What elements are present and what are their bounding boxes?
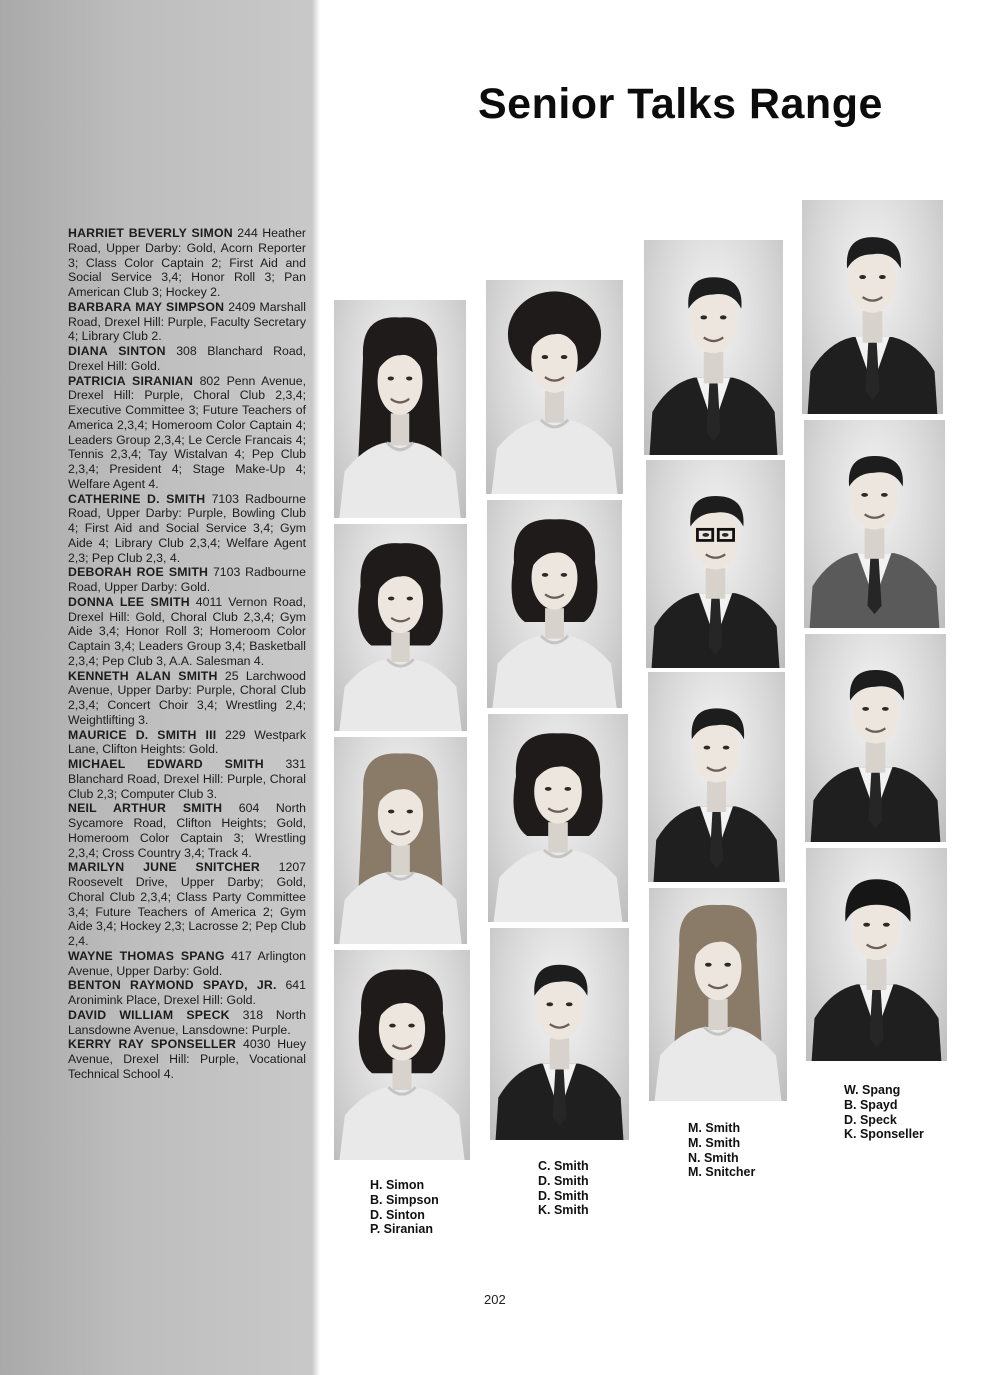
portrait-m-smith-1 bbox=[644, 240, 783, 455]
senior-activities: 4011 Vernon Road, Drexel Hill: Gold, Choral Club 2,3,4; Gym Aide 3,4; Honor Roll 3; Homeroom Color Captain 3,4; Leaders Group 3,4; Basketball 2,3,4; Pep Club 3, A.A. Salesman 4. bbox=[68, 594, 306, 668]
portrait-b-spayd bbox=[804, 420, 945, 628]
caption-name: B. Simpson bbox=[370, 1192, 439, 1207]
senior-bio bbox=[68, 757, 306, 801]
senior-name: HARRIET BEVERLY SIMON bbox=[68, 226, 233, 240]
senior-name: KERRY RAY SPONSELLER bbox=[68, 1037, 237, 1052]
senior-activities: 308 Blanchard Road, Drexel Hill: Gold. bbox=[68, 344, 306, 373]
senior-activities: 2409 Marshall Road, Drexel Hill: Purple, Faculty Secretary 4; Library Club 2. bbox=[68, 299, 307, 344]
senior-bio bbox=[68, 669, 306, 728]
portrait-p-siranian bbox=[334, 950, 470, 1160]
senior-bio bbox=[68, 300, 306, 344]
senior-bio bbox=[68, 565, 306, 595]
portrait-h-simon bbox=[334, 300, 466, 518]
portrait-n-smith bbox=[648, 672, 785, 882]
page-number: 202 bbox=[484, 1292, 506, 1307]
senior-name: BARBARA MAY SIMPSON bbox=[68, 299, 225, 314]
caption-name: D. Sinton bbox=[370, 1207, 425, 1222]
senior-activities: 4030 Huey Avenue, Drexel Hill: Purple, Vocational Technical School 4. bbox=[68, 1037, 307, 1081]
senior-activities: 25 Larchwood Avenue, Upper Darby: Purple, Choral Club 2,3,4; Concert Choir 3,4; Wrestling 2,4; Weightlifting 3. bbox=[68, 668, 306, 727]
senior-bio bbox=[68, 949, 306, 979]
senior-name: MICHAEL EDWARD SMITH bbox=[68, 757, 264, 771]
senior-bio bbox=[68, 801, 306, 860]
senior-activities: 7103 Radbourne Road, Upper Darby: Purple, Bowling Club 4; First Aid and Social Service 3,4; Gym Aide 4; Library Club 2,3,4; Welfare Agent 2,3; Pep Club 2,3, 4. bbox=[68, 491, 306, 565]
caption-name: H. Simon bbox=[370, 1178, 425, 1192]
caption-name: B. Spayd bbox=[844, 1097, 898, 1112]
portrait-m-snitcher bbox=[649, 888, 787, 1101]
portrait-k-smith bbox=[490, 928, 629, 1140]
senior-name: MARILYN JUNE SNITCHER bbox=[68, 860, 261, 875]
senior-name: WAYNE THOMAS SPANG bbox=[68, 948, 225, 963]
caption-column-4 bbox=[844, 1083, 924, 1142]
caption-name: D. Smith bbox=[538, 1173, 589, 1188]
senior-name: DAVID WILLIAM SPECK bbox=[68, 1007, 230, 1022]
senior-bio bbox=[68, 595, 306, 669]
caption-name: M. Snitcher bbox=[688, 1165, 756, 1180]
senior-activities: 604 North Sycamore Road, Clifton Heights; Gold, Homeroom Color Captain 3; Wrestling 2,3,4; Cross Country 3,4; Track 4. bbox=[68, 801, 306, 860]
caption-name: D. Smith bbox=[538, 1188, 589, 1203]
senior-name: DEBORAH ROE SMITH bbox=[68, 565, 209, 580]
senior-activities: 641 Aronimink Place, Drexel Hill: Gold. bbox=[68, 978, 306, 1007]
senior-activities: 229 Westpark Lane, Clifton Heights: Gold. bbox=[68, 727, 306, 757]
senior-name: CATHERINE D. SMITH bbox=[68, 491, 206, 506]
senior-activities: 1207 Roosevelt Drive, Upper Darby; Gold, Choral Club 2,3,4; Class Party Committee 3,4; Future Teachers of America 2; Gym Aide 3,4; Hockey 2,3; Lacrosse 2; Pep Club 2,4. bbox=[68, 860, 307, 948]
caption-name: K. Sponseller bbox=[844, 1127, 924, 1142]
senior-name: DIANA SINTON bbox=[68, 344, 166, 358]
senior-name: PATRICIA SIRANIAN bbox=[68, 373, 194, 388]
caption-name: K. Smith bbox=[538, 1203, 589, 1218]
caption-name: D. Speck bbox=[844, 1112, 897, 1127]
page-title: Senior Talks Range bbox=[478, 80, 883, 128]
page-edge-shadow bbox=[312, 0, 320, 1375]
caption-column-1 bbox=[370, 1178, 439, 1237]
senior-bio bbox=[68, 344, 306, 374]
caption-name: W. Spang bbox=[844, 1083, 901, 1097]
portrait-d-sinton bbox=[334, 737, 467, 944]
senior-bio bbox=[68, 1008, 306, 1038]
senior-bio bbox=[68, 728, 306, 758]
caption-name: P. Siranian bbox=[370, 1222, 433, 1237]
senior-bio bbox=[68, 492, 306, 566]
caption-name: N. Smith bbox=[688, 1150, 739, 1165]
senior-bio bbox=[68, 860, 306, 949]
senior-bio bbox=[68, 226, 306, 300]
portrait-c-smith bbox=[486, 280, 623, 494]
portrait-d-smith-2 bbox=[488, 714, 628, 922]
senior-name: NEIL ARTHUR SMITH bbox=[68, 801, 223, 816]
senior-bio bbox=[68, 374, 306, 492]
caption-name: C. Smith bbox=[538, 1159, 589, 1173]
senior-bio bbox=[68, 1037, 306, 1081]
senior-name: DONNA LEE SMITH bbox=[68, 594, 190, 609]
caption-name: M. Smith bbox=[688, 1135, 741, 1150]
portrait-m-smith-2 bbox=[646, 460, 785, 668]
portrait-d-speck bbox=[805, 634, 946, 842]
portrait-w-spang bbox=[802, 200, 943, 414]
senior-activities: 318 North Lansdowne Avenue, Lansdowne: Purple. bbox=[68, 1007, 306, 1037]
portrait-k-sponseller bbox=[806, 848, 947, 1061]
senior-activities: 244 Heather Road, Upper Darby: Gold, Acorn Reporter 3; Class Color Captain 2; First Aid and Social Service 3,4; Honor Roll 3; Pan American Club 3; Hockey 2. bbox=[68, 226, 307, 299]
senior-bio-list bbox=[68, 226, 306, 1082]
senior-activities: 802 Penn Avenue, Drexel Hill: Purple, Choral Club 2,3,4; Executive Committee 3; Future Teachers of America 2,3,4; Homeroom Color Captain 4; Leaders Group 2,3,4; Le Cercle Francais 4; Tennis 2,3,4; Tay Wistalvan 4; Pep Club 2,3,4; President 4; Stage Make-Up 4; Welfare Agent 4. bbox=[68, 373, 307, 491]
senior-activities: 331 Blanchard Road, Drexel Hill: Purple, Choral Club 2,3; Computer Club 3. bbox=[68, 757, 306, 801]
senior-name: KENNETH ALAN SMITH bbox=[68, 668, 218, 683]
caption-column-3 bbox=[688, 1121, 755, 1180]
portrait-d-smith-1 bbox=[487, 500, 622, 708]
caption-name: M. Smith bbox=[688, 1121, 741, 1135]
senior-activities: 417 Arlington Avenue, Upper Darby: Gold. bbox=[68, 948, 306, 978]
senior-name: BENTON RAYMOND SPAYD, JR. bbox=[68, 978, 277, 993]
senior-activities: 7103 Radbourne Road, Upper Darby: Gold. bbox=[68, 565, 306, 594]
senior-name: MAURICE D. SMITH III bbox=[68, 727, 217, 742]
portrait-b-simpson bbox=[334, 524, 467, 731]
senior-bio bbox=[68, 978, 306, 1008]
caption-column-2 bbox=[538, 1159, 589, 1218]
